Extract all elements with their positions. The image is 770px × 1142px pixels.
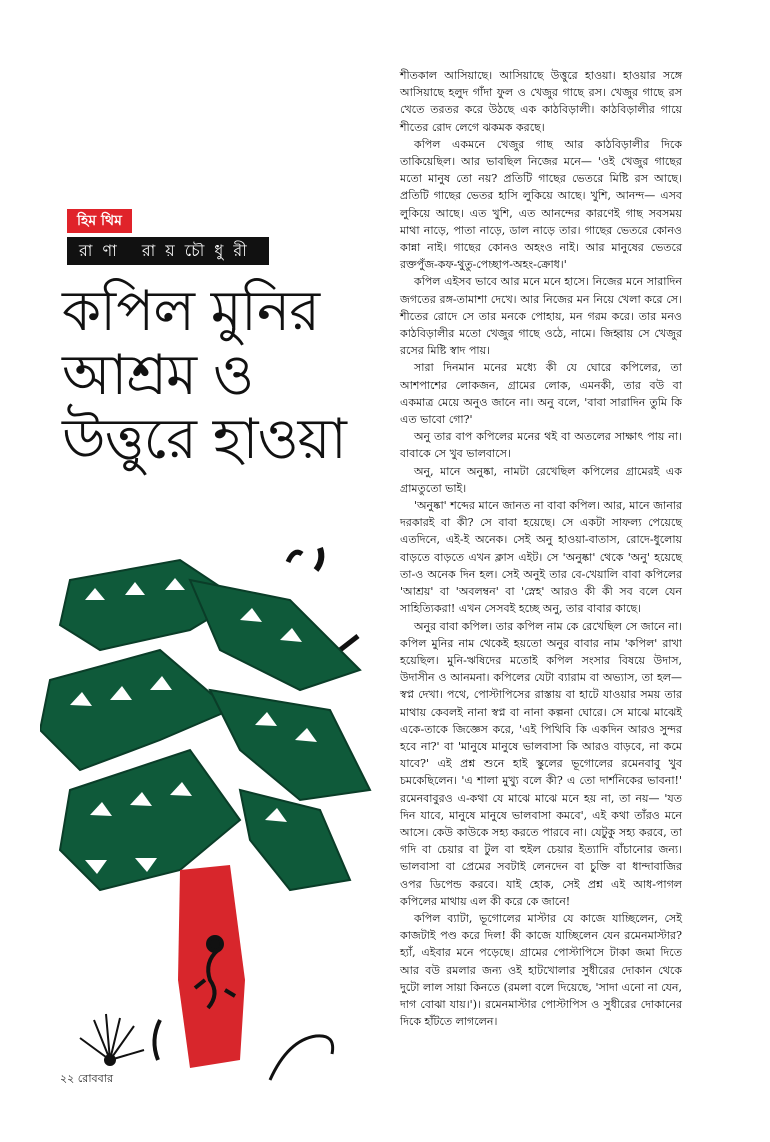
column-tag: হিম থিম — [67, 209, 132, 233]
page-footer: ২২ রোববার — [60, 1072, 113, 1085]
author-byline: রাণা রায়চৌধুরী — [67, 237, 269, 265]
title-line-3: উত্তুরে হাওয়া — [62, 407, 346, 472]
article-title — [62, 280, 392, 472]
paragraph: কপিল এইসব ভাবে আর মনে মনে হাসে। নিজের মনে সারাদিন জগতের রঙ্গ-তামাশা দেখে। আর নিজের মন নিয়ে খেলা করে সে। শীতের রোদে সে তার মনকে পোহায়, মন গরম করে। তার মনও কাঠবিড়ালীর মতো খেজুর গাছে ওঠে, নামে। জিহ্বায় সে খেজুর রসের মিষ্টি স্বাদ পায়। — [400, 275, 682, 358]
article-body — [400, 67, 682, 1030]
paragraph: অনু, মানে অনুষ্কা, নামটা রেখেছিল কপিলের গ্রামেরই এক গ্রামতুতো ভাই। — [400, 464, 682, 495]
paragraph: কপিল একমনে খেজুর গাছ আর কাঠবিড়ালীর দিকে তাকিয়েছিল। আর ভাবছিল নিজের মনে— 'ওই খেজুর গাছের মতো মানুষ তো নয়? প্রতিটি গাছের ভেতরে মিষ্টি রস আছে। প্রতিটি গাছের ভেতর হাসি লুকিয়ে আছে। খুশি, আনন্দ— এসব লুকিয়ে আছে। এত খুশি, এত আনন্দের কারণেই গাছ সবসময় মাথা নাড়ে, পাতা নাড়ে, ডাল নাড়ে তার। গাছের ভেতরে কোনও কান্না নাই। গাছের কোনও অহংও নাই। আর মানুষের ভেতরে রক্তপুঁজ-কফ-থুতু-পেচ্ছাপ-অহং-ক্রোধ।' — [400, 137, 682, 272]
paragraph: কপিল ব্যাটা, ভূগোলের মাস্টার যে কাজে যাচ্ছিলেন, সেই কাজটাই পণ্ড করে দিল! কী কাজে যাচ্ছিলেন যেন রমেনমাস্টার? হ্যাঁ, এইবার মনে পড়েছে। গ্রামের পোস্টাপিসে টাকা জমা দিতে আর বউ রমলার জন্য ওই হাটখোলার সুধীরের দোকান থেকে দুটো লাল সায়া কিনতে (রমলা বলে দিয়েছে, 'সাদা এনো না যেন, দাগ বোঝা যায়।')। রমেনমাস্টার পোস্টাপিস ও সুধীরের দোকানের দিকে হাঁটতে লাগলেন। — [400, 911, 682, 1029]
paragraph: সারা দিনমান মনের মধ্যে কী যে ঘোরে কপিলের, তা আশপাশের লোকজন, গ্রামের লোক, এমনকী, তার বউ বা একমাত্র মেয়ে অনুও জানে না। অনু বলে, 'বাবা সারাদিন তুমি কি এত ভাবো গো?' — [400, 361, 682, 427]
title-line-2: আশ্রম ও — [62, 343, 254, 408]
paragraph: শীতকাল আসিয়াছে। আসিয়াছে উত্তুরে হাওয়া। হাওয়ার সঙ্গে আসিয়াছে হলুদ গাঁদা ফুল ও খেজুর গাছে রস। খেজুর গাছে রস খেতে তরতর করে উঠছে এক কাঠবিড়ালী। কাঠবিড়ালীর গায়ে শীতের রোদ লেগে ঝকমক করছে। — [400, 69, 682, 134]
paragraph: অনুর বাবা কপিল। তার কপিল নাম কে রেখেছিল সে জানে না। কপিল মুনির নাম থেকেই হয়তো অনুর বাবার নাম 'কপিল' রাখা হয়েছিল। মুনি-ঋষিদের মতোই কপিল সংসার বিষয়ে উদাস, উদাসীন ও আনমনা। কপিলের যেটা ব্যারাম বা অভ্যাস, তা হল— স্বপ্ন দেখা। পথে, পোস্টাপিসের রাস্তায় বা হাটে যাওয়ার সময় তার মাথায় কেবলই নানা স্বপ্ন বা নানা কল্পনা ঘোরে। সে মাঝে মাঝেই একে-তাকে জিজ্ঞেস করে, 'এই পিথিবি কি একদিন আরও সুন্দর হবে না?' বা 'মানুষে মানুষে ভালবাসা কি আরও বাড়বে, না কমে যাবে?' এই প্রশ্ন শুনে হাই স্কুলের ভূগোলের রমেনবাবু খুব চমকেছিলেন। 'এ শালা মুখ্যু বলে কী? এ তো দার্শনিকের ভাবনা!' রমেনবাবুরও এ-কথা যে মাঝে মাঝে মনে হয় না, তা নয়— 'যত দিন যাবে, মানুষে মানুষে ভালবাসা কমবে', এই কথা তাঁরও মনে আসে। কেউ কাউকে সহ্য করতে পারবে না। যেটুকু সহ্য করবে, তা গদি বা চেয়ার বা টুল বা হুইল চেয়ার ইত্যাদি বাঁচানোর জন্য। ভালবাসা বা প্রেমের সবটাই লেনদেন বা চুক্তি বা ধান্দাবাজির ওপর ডিপেন্ড করবে। যাই হোক, সেই প্রশ্ন এই আধ-পাগল কপিলের মাথায় এল কী করে কে জানে! — [400, 619, 682, 908]
palm-tree-illustration — [40, 540, 380, 1100]
title-line-1: কপিল মুনির — [62, 279, 320, 344]
paragraph: অনু তার বাপ কপিলের মনের থই বা অতলের সাক্ষাৎ পায় না। বাবাকে সে খুব ভালবাসে। — [400, 430, 682, 461]
paragraph: 'অনুষ্কা' শব্দের মানে জানত না বাবা কপিল। আর, মানে জানার দরকারই বা কী? সে বাবা হয়েছে। সে একটা সাফল্য পেয়েছে এতদিনে, এই-ই অনেক। সেই অনু হাওয়া-বাতাস, রোদে-ধুলোয় বাড়তে বাড়তে এখন ক্লাস এইট। সে 'অনুষ্কা' থেকে 'অনু' হয়েছে তা-ও অনেক দিন হল। সেই অনুই তার বে-খেয়ালি বাবা কপিলের 'আশ্রয়' বা 'অবলম্বন' বা 'স্নেহ' আরও কী কী সব বলে যেন সাহিত্যিকরা! এখন সেসবই হচ্ছে অনু, তার বাবার কাছে। — [400, 499, 682, 616]
